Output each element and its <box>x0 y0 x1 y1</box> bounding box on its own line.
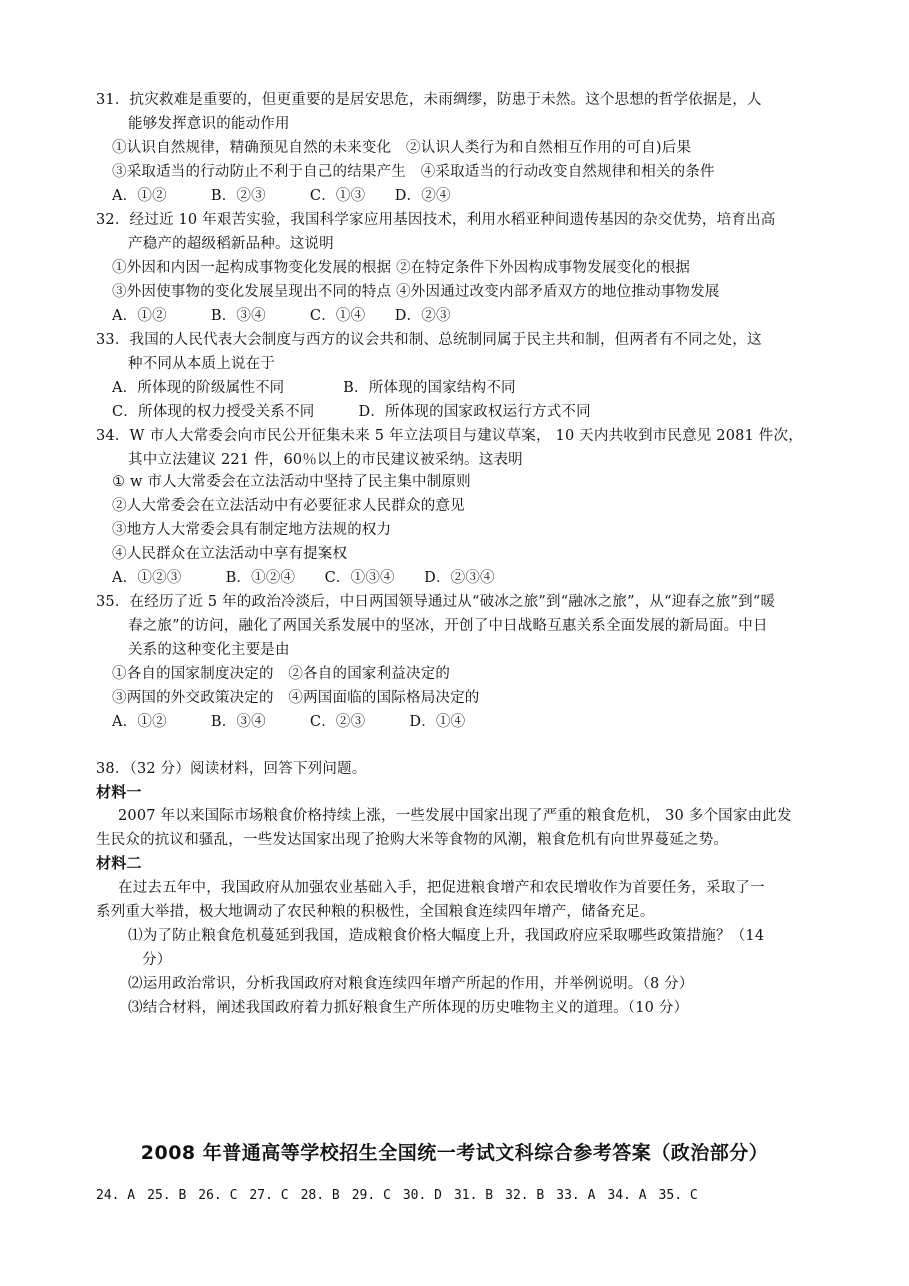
answer-key-title: 2008 年普通高等学校招生全国统一考试文科综合参考答案（政治部分） <box>140 1142 769 1164</box>
sub-question-3: ⑶结合材料，阐述我国政府着力抓好粮食生产所体现的历史唯物主义的道理。（10 分） <box>128 1000 689 1016</box>
q31-choices: A．①② B．②③ C．①③ D．②④ <box>112 188 451 204</box>
sub-question-1-line2: 分） <box>142 952 172 968</box>
material-one-line1: 2007 年以来国际市场粮食价格持续上涨，一些发展中国家出现了严重的粮食危机， 30 多个国家由此发 <box>118 808 792 824</box>
answer-item: 31. B <box>453 1188 494 1203</box>
answer-item: 30. D <box>402 1188 442 1203</box>
q35-stem-line2: 春之旅”的访问，融化了两国关系发展中的坚冰，开创了中日战略互惠关系全面发展的新局面。中日 <box>128 618 768 634</box>
q32-stem-line2: 产稳产的超级稻新品种。这说明 <box>128 236 334 252</box>
material-two-line1: 在过去五年中，我国政府从加强农业基础入手，把促进粮食增产和农民增收作为首要任务，采取了一 <box>118 880 765 896</box>
q35-stem-line3: 关系的这种变化主要是由 <box>128 642 290 658</box>
material-two-line2: 系列重大举措，极大地调动了农民种粮的积极性，全国粮食连续四年增产，储备充足。 <box>96 904 655 920</box>
q34-option-1: ① w 市人大常委会在立法活动中坚持了民主集中制原则 <box>112 474 471 490</box>
material-one-line2: 生民众的抗议和骚乱，一些发达国家出现了抢购大米等食物的风潮，粮食危机有向世界蔓延之势。 <box>96 832 729 848</box>
q35-stem-line1: 35．在经历了近 5 年的政治冷淡后，中日两国领导通过从“破冰之旅”到“融冰之旅”，从“迎春之旅”到“暖 <box>96 594 776 610</box>
answer-item: 25. B <box>147 1188 187 1203</box>
material-one-label: 材料一 <box>96 783 142 801</box>
q32-options-3-4: ③外因使事物的变化发展呈现出不同的特点 ④外因通过改变内部矛盾双方的地位推动事物发展 <box>112 284 720 300</box>
sub-question-2: ⑵运用政治常识，分析我国政府对粮食连续四年增产所起的作用，并举例说明。（8 分） <box>128 976 694 992</box>
q33-stem-line1: 33．我国的人民代表大会制度与西方的议会共和制、总统制同属于民主共和制，但两者有不同之处，这 <box>96 332 762 348</box>
material-two-label: 材料二 <box>96 854 142 872</box>
q34-option-3: ③地方人大常委会具有制定地方法规的权力 <box>112 522 392 538</box>
q33-options-c-d: C．所体现的权力授受关系不同 D．所体现的国家政权运行方式不同 <box>112 404 591 420</box>
answer-item: 26. C <box>198 1188 238 1203</box>
q31-stem-line2: 能够发挥意识的能动作用 <box>128 116 290 132</box>
answer-item: 24. A <box>96 1188 136 1203</box>
answer-item: 28. B <box>300 1188 340 1203</box>
q31-stem-line1: 31．抗灾救难是重要的，但更重要的是居安思危，未雨绸缪，防患于未然。这个思想的哲学依据是，人 <box>96 92 762 108</box>
q32-choices: A．①② B．③④ C．①④ D．②③ <box>112 308 451 324</box>
answer-item: 27. C <box>249 1188 289 1203</box>
q34-choices: A．①②③ B．①②④ C．①③④ D．②③④ <box>112 570 495 586</box>
sub-question-1-line1: ⑴为了防止粮食危机蔓延到我国，造成粮食价格大幅度上升，我国政府应采取哪些政策措施？（14 <box>128 928 765 944</box>
q34-option-2: ②人大常委会在立法活动中有必要征求人民群众的意见 <box>112 498 465 514</box>
q34-option-4: ④人民群众在立法活动中享有提案权 <box>112 546 348 562</box>
answer-key-list <box>96 1188 710 1203</box>
answer-item: 29. C <box>351 1188 391 1203</box>
q34-stem-line2: 其中立法建议 221 件，60％以上的市民建议被采纳。这表明 <box>128 452 523 468</box>
q38-heading: 38．（32 分）阅读材料，回答下列问题。 <box>96 761 367 777</box>
q31-options-3-4: ③采取适当的行动防止不利于自己的结果产生 ④采取适当的行动改变自然规律和相关的条件 <box>112 164 715 180</box>
q33-stem-line2: 种不同从本质上说在于 <box>128 356 275 372</box>
q34-stem-line1: 34．W 市人大常委会向市民公开征集未来 5 年立法项目与建议草案， 10 天内共收到市民意见 2081 件次， <box>96 428 803 444</box>
answer-item: 33. A <box>556 1188 596 1203</box>
q32-options-1-2: ①外因和内因一起构成事物变化发展的根据 ②在特定条件下外因构成事物发展变化的根据 <box>112 260 691 276</box>
answer-item: 35. C <box>658 1188 698 1203</box>
q31-options-1-2: ①认识自然规律，精确预见自然的未来变化 ②认识人类行为和自然相互作用的可自)后果 <box>112 140 692 156</box>
q32-stem-line1: 32．经过近 10 年艰苦实验，我国科学家应用基因技术，利用水稻亚种间遗传基因的杂交优势，培育出高 <box>96 212 776 228</box>
answer-item: 34. A <box>607 1188 647 1203</box>
q35-choices: A．①② B．③④ C．②③ D．①④ <box>112 714 466 730</box>
q35-options-1-2: ①各自的国家制度决定的 ②各自的国家利益决定的 <box>112 666 451 682</box>
q35-options-3-4: ③两国的外交政策决定的 ④两国面临的国际格局决定的 <box>112 690 480 706</box>
answer-item: 32. B <box>505 1188 545 1203</box>
q33-options-a-b: A．所体现的阶级属性不同 B．所体现的国家结构不同 <box>112 380 516 396</box>
